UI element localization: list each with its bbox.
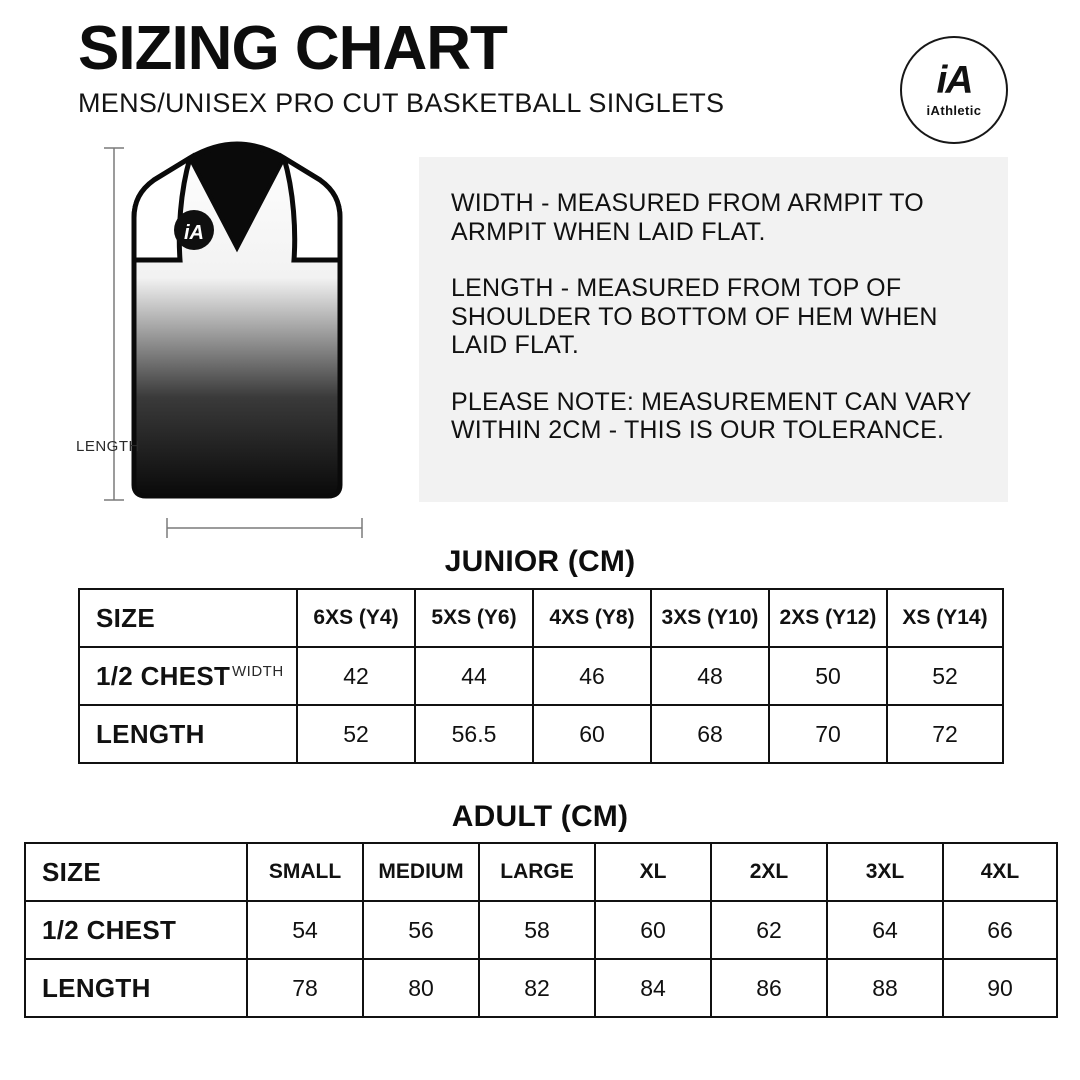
table-cell: 60 (595, 901, 711, 959)
table-row-label: 1/2 CHEST (79, 647, 297, 705)
adult-size-table (24, 842, 1058, 1018)
table-row (25, 901, 1057, 959)
table-cell: 56 (363, 901, 479, 959)
table-row-label: LENGTH (79, 705, 297, 763)
table-cell: 62 (711, 901, 827, 959)
table-header-cell: SIZE (25, 843, 247, 901)
table-cell: 88 (827, 959, 943, 1017)
table-header-cell: 4XS (Y8) (533, 589, 651, 647)
jersey-logo-text: iA (184, 222, 204, 244)
table-cell: 84 (595, 959, 711, 1017)
table-header-cell: 3XS (Y10) (651, 589, 769, 647)
measurement-notes-panel (419, 157, 1008, 502)
table-header-cell: SIZE (79, 589, 297, 647)
page-subtitle: MENS/UNISEX PRO CUT BASKETBALL SINGLETS (78, 88, 725, 118)
table-cell: 64 (827, 901, 943, 959)
table-header-cell: 5XS (Y6) (415, 589, 533, 647)
page-title: SIZING CHART (78, 14, 507, 83)
table-cell: 90 (943, 959, 1057, 1017)
table-row (25, 843, 1057, 901)
table-row (79, 705, 1003, 763)
note-width: WIDTH - MEASURED FROM ARMPIT TO ARMPIT WHEN LAID FLAT. (451, 189, 924, 246)
header (78, 14, 1008, 119)
table-row (79, 589, 1003, 647)
adult-table-wrap (24, 842, 1056, 1018)
table-cell: 50 (769, 647, 887, 705)
junior-table-title: JUNIOR (CM) (444, 545, 636, 578)
table-cell: 82 (479, 959, 595, 1017)
table-cell: 52 (297, 705, 415, 763)
table-header-cell: 6XS (Y4) (297, 589, 415, 647)
table-cell: 78 (247, 959, 363, 1017)
table-row (25, 959, 1057, 1017)
table-header-cell: 2XL (711, 843, 827, 901)
table-header-cell: SMALL (247, 843, 363, 901)
table-cell: 72 (887, 705, 1003, 763)
table-header-cell: XL (595, 843, 711, 901)
brand-logo (900, 36, 1008, 144)
table-cell: 48 (651, 647, 769, 705)
table-cell: 52 (887, 647, 1003, 705)
logo-monogram: iA (936, 59, 972, 103)
table-cell: 70 (769, 705, 887, 763)
table-header-cell: 4XL (943, 843, 1057, 901)
table-cell: 44 (415, 647, 533, 705)
table-cell: 46 (533, 647, 651, 705)
table-cell: 68 (651, 705, 769, 763)
table-header-cell: 2XS (Y12) (769, 589, 887, 647)
table-cell: 80 (363, 959, 479, 1017)
table-header-cell: XS (Y14) (887, 589, 1003, 647)
table-cell: 60 (533, 705, 651, 763)
table-cell: 86 (711, 959, 827, 1017)
note-tolerance: PLEASE NOTE: MEASUREMENT CAN VARY WITHIN 2CM - THIS IS OUR TOLERANCE. (451, 387, 972, 444)
table-row-label: LENGTH (25, 959, 247, 1017)
table-cell: 58 (479, 901, 595, 959)
width-label: WIDTH (232, 663, 284, 680)
junior-table-wrap (78, 588, 1002, 764)
length-label: LENGTH (76, 438, 140, 455)
table-cell: 66 (943, 901, 1057, 959)
jersey-illustration (72, 140, 402, 540)
adult-table-title: ADULT (CM) (451, 800, 629, 833)
note-length: LENGTH - MEASURED FROM TOP OF SHOULDER TO BOTTOM OF HEM WHEN LAID FLAT. (451, 274, 938, 359)
table-row (79, 647, 1003, 705)
table-cell: 56.5 (415, 705, 533, 763)
table-cell: 42 (297, 647, 415, 705)
logo-wordmark: iAthletic (926, 102, 982, 118)
table-header-cell: 3XL (827, 843, 943, 901)
table-row-label: 1/2 CHEST (25, 901, 247, 959)
table-header-cell: MEDIUM (363, 843, 479, 901)
junior-size-table (78, 588, 1004, 764)
table-cell: 54 (247, 901, 363, 959)
table-header-cell: LARGE (479, 843, 595, 901)
